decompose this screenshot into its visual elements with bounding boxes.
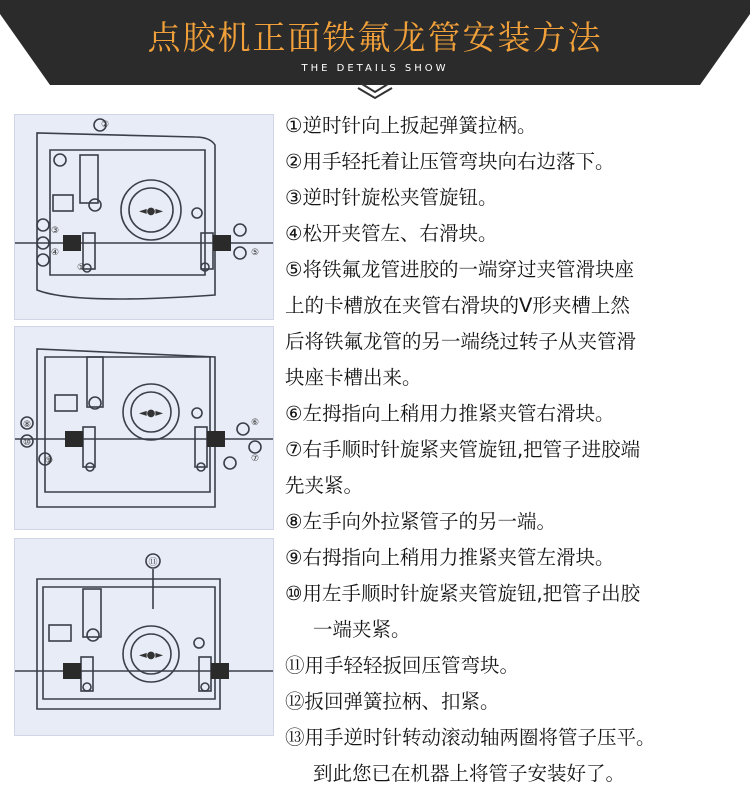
step-5-line-4: 块座卡槽出来。 bbox=[285, 366, 422, 389]
step-13-line-2: 到此您已在机器上将管子安装好了。 bbox=[313, 762, 626, 785]
instruction-steps bbox=[285, 108, 747, 792]
step-2: ②用手轻托着让压管弯块向右边落下。 bbox=[285, 150, 615, 173]
diagram-step-6-10 bbox=[14, 326, 274, 530]
diagram-step-1-5 bbox=[14, 114, 274, 320]
svg-text:◄●►: ◄●► bbox=[138, 650, 164, 661]
diagram-callout: ⑤ bbox=[250, 248, 260, 258]
step-6: ⑥左拇指向上稍用力推紧夹管右滑块。 bbox=[285, 402, 615, 425]
diagram-callout: ④ bbox=[50, 248, 60, 258]
step-12: ⑫扳回弹簧拉柄、扣紧。 bbox=[285, 690, 500, 713]
svg-text:◄●►: ◄●► bbox=[138, 206, 164, 217]
diagram-callout: ⑩ bbox=[22, 438, 32, 448]
step-10-line-1: ⑩用左手顺时针旋紧夹管旋钮,把管子出胶 bbox=[285, 582, 641, 605]
page-title: 点胶机正面铁氟龙管安装方法 bbox=[147, 18, 603, 57]
header-banner bbox=[0, 0, 750, 100]
step-13-line-1: ⑬用手逆时针转动滚动轴两圈将管子压平。 bbox=[285, 726, 656, 749]
diagram-callout: ⑧ bbox=[22, 420, 32, 430]
step-4: ④松开夹管左、右滑块。 bbox=[285, 222, 498, 245]
step-5-line-1: ⑤将铁氟龙管进胶的一端穿过夹管滑块座 bbox=[285, 258, 634, 281]
diagram-callout: ⑥ bbox=[250, 418, 260, 428]
step-3: ③逆时针旋松夹管旋钮。 bbox=[285, 186, 498, 209]
step-5-line-2: 上的卡槽放在夹管右滑块的V形夹槽上然 bbox=[285, 294, 630, 317]
diagram-step-11-13 bbox=[14, 538, 274, 736]
diagram-callout: ⑦ bbox=[250, 454, 260, 464]
diagram-callout: ① bbox=[76, 263, 86, 273]
diagram-callout: ⑨ bbox=[44, 456, 54, 466]
step-9: ⑨右拇指向上稍用力推紧夹管左滑块。 bbox=[285, 546, 615, 569]
diagram-callout: ⑪ bbox=[148, 558, 158, 568]
step-5-line-3: 后将铁氟龙管的另一端绕过转子从夹管滑 bbox=[285, 330, 637, 353]
svg-text:◄●►: ◄●► bbox=[138, 408, 164, 419]
diagram-callout: ② bbox=[100, 120, 110, 130]
step-7-line-1: ⑦右手顺时针旋紧夹管旋钮,把管子进胶端 bbox=[285, 438, 641, 461]
step-10-line-2: 一端夹紧。 bbox=[313, 618, 411, 641]
pump-head-illustration bbox=[15, 539, 273, 735]
page-subtitle: THE DETAILS SHOW bbox=[301, 63, 449, 74]
pump-head-illustration bbox=[15, 115, 273, 319]
step-11: ⑪用手轻轻扳回压管弯块。 bbox=[285, 654, 520, 677]
step-8: ⑧左手向外拉紧管子的另一端。 bbox=[285, 510, 556, 533]
diagram-callout: ③ bbox=[50, 226, 60, 236]
step-1: ①逆时针向上扳起弹簧拉柄。 bbox=[285, 114, 537, 137]
step-7-line-2: 先夹紧。 bbox=[285, 474, 364, 497]
pump-head-illustration bbox=[15, 327, 273, 529]
